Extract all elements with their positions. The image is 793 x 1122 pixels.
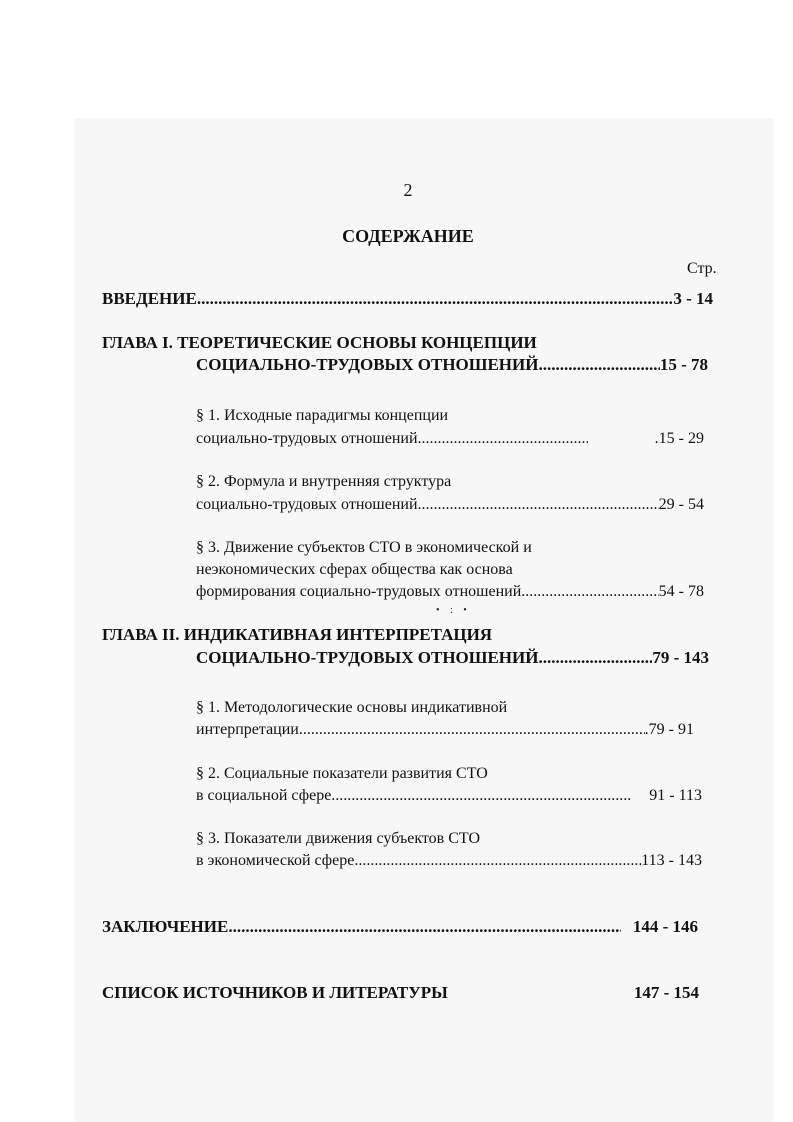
- ch2-sec2-pages: 91 - 113: [649, 787, 702, 804]
- leader-dots: [418, 430, 588, 448]
- ch2-sec1-line2: интерпретации: [196, 721, 299, 738]
- toc-entry-chapter1: [196, 355, 708, 375]
- leader-dots: [299, 721, 645, 739]
- leader-dots: [538, 648, 652, 668]
- ch1-sec2-pages: 29 - 54: [658, 496, 704, 513]
- ch2-sec3-pages: 113 - 143: [641, 852, 702, 869]
- ch1-sec2-line1: § 2. Формула и внутренняя структура: [196, 473, 452, 490]
- toc-entry-ch1-sec1: [196, 430, 704, 448]
- ch1-sec1-line1: § 1. Исходные парадигмы концепции: [196, 407, 449, 424]
- scan-background: [74, 118, 774, 1122]
- bibliography-label: СПИСОК ИСТОЧНИКОВ И ЛИТЕРАТУРЫ: [102, 983, 448, 1002]
- ch1-sec3-line1: § 3. Движение субъектов СТО в экономической и: [196, 539, 532, 556]
- ch2-sec3-line2: в экономической сфере: [196, 852, 355, 869]
- toc-entry-ch2-sec1: [196, 721, 694, 739]
- leader-dots: [521, 583, 658, 601]
- ch2-sec1-pages: .79 - 91: [644, 721, 694, 738]
- scan-specks: • : •: [436, 605, 471, 616]
- toc-entry-ch2-sec3: [196, 852, 702, 870]
- bibliography-pages: 147 - 154: [633, 983, 699, 1002]
- ch1-sec2-line2: социально-трудовых отношений: [196, 496, 418, 513]
- toc-entry-ch2-sec2: [196, 787, 702, 805]
- toc-entry-bibliography: [102, 983, 699, 1003]
- ch1-sec1-line2: социально-трудовых отношений: [196, 430, 418, 447]
- leader-dots: [354, 852, 641, 870]
- toc-entry-chapter2: [196, 648, 709, 668]
- chapter2-title-line2: СОЦИАЛЬНО-ТРУДОВЫХ ОТНОШЕНИЙ: [196, 648, 539, 667]
- leader-dots: [197, 289, 673, 309]
- ch1-sec3-line2: неэкономических сферах общества как основа: [196, 561, 513, 578]
- leader-dots: [331, 787, 631, 805]
- intro-label: ВВЕДЕНИЕ: [102, 289, 197, 308]
- toc-entry-conclusion: [102, 917, 698, 937]
- intro-pages: 3 - 14: [673, 289, 713, 308]
- toc-entry-ch1-sec3: [196, 583, 704, 601]
- conclusion-pages: 144 - 146: [632, 917, 698, 936]
- ch2-sec2-line1: § 2. Социальные показатели развития СТО: [196, 765, 488, 782]
- conclusion-label: ЗАКЛЮЧЕНИЕ: [102, 917, 229, 936]
- toc-entry-ch1-sec2: [196, 496, 704, 514]
- ch2-sec1-line1: § 1. Методологические основы индикативной: [196, 699, 508, 716]
- chapter1-title: ГЛАВА I. ТЕОРЕТИЧЕСКИЕ ОСНОВЫ КОНЦЕПЦИИ: [102, 333, 537, 352]
- chapter2-pages: 79 - 143: [652, 648, 709, 667]
- ch1-sec3-line3: формирования социально-трудовых отношений: [196, 583, 522, 600]
- chapter2-title: ГЛАВА II. ИНДИКАТИВНАЯ ИНТЕРПРЕТАЦИЯ: [102, 625, 493, 644]
- ch2-sec3-line1: § 3. Показатели движения субъектов СТО: [196, 830, 481, 847]
- ch1-sec3-pages: 54 - 78: [658, 583, 704, 600]
- leader-dots: [418, 496, 659, 514]
- leader-dots: [538, 355, 659, 375]
- ch1-sec1-pages: .15 - 29: [654, 430, 704, 447]
- leader-dots: [228, 917, 620, 937]
- chapter1-pages: 15 - 78: [659, 355, 708, 374]
- pages-column-header: Стр.: [687, 260, 717, 277]
- ch2-sec2-line2: в социальной сфере: [196, 787, 332, 804]
- toc-entry-intro: [102, 289, 713, 309]
- toc-title: СОДЕРЖАНИЕ: [342, 226, 474, 246]
- chapter1-title-line2: СОЦИАЛЬНО-ТРУДОВЫХ ОТНОШЕНИЙ: [196, 355, 539, 374]
- page-number: 2: [403, 180, 413, 200]
